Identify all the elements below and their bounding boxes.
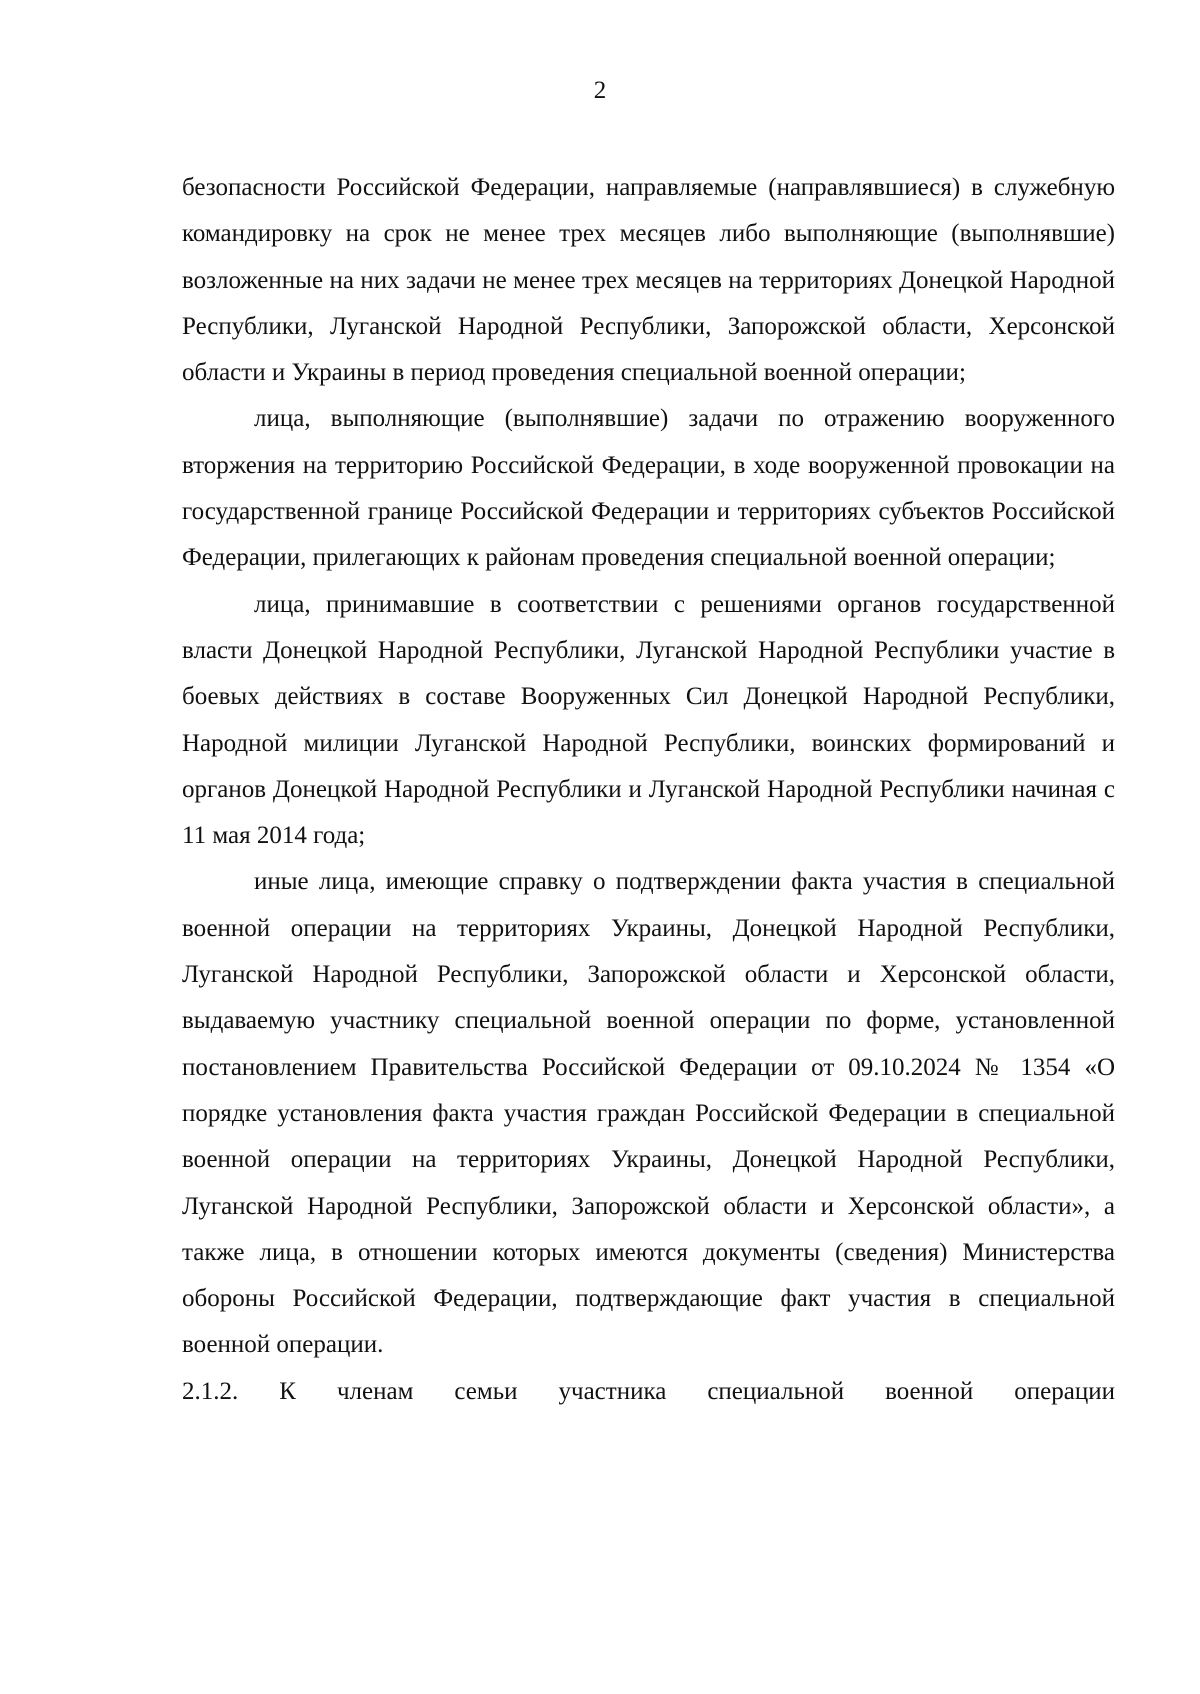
paragraph-continuation: безопасности Российской Федерации, направляемые (направлявшиеся) в служебную командировку на срок не менее трех месяцев либо выполняющие (выполнявшие) возложенные на них задачи не менее трех месяцев на территориях Донецкой Народной Республики, Луганской Народной Республики, Запорожской области, Херсонской области и Украины в период проведения специальной военной операции; [182,174,1115,387]
paragraph-section-2-1-2: 2.1.2. К членам семьи участника специальной военной операции [182,1377,1115,1405]
paragraph-other-persons-certificate: иные лица, имеющие справку о подтверждении факта участия в специальной военной операции на территориях Украины, Донецкой Народной Республики, Луганской Народной Республики, Запорожской области и Херсонской области, выдаваемую участнику специальной военной операции по форме, установленной постановлением Правительства Российской Федерации от 09.10.2024 № 1354 «О порядке установления факта участия граждан Российской Федерации в специальной военной операции на территориях Украины, Донецкой Народной Республики, Луганской Народной Республики, Запорожской области и Херсонской области», а также лица, в отношении которых имеются документы (сведения) Министерства обороны Российской Федерации, подтверждающие факт участия в специальной военной операции. [182,868,1115,1359]
page-number: 2 [593,77,607,104]
document-body [182,165,1115,1415]
paragraph-persons-dpr-lpr-combat: лица, принимавшие в соответствии с решениями органов государственной власти Донецкой Народной Республики, Луганской Народной Республики участие в боевых действиях в составе Вооруженных Сил Донецкой Народной Республики, Народной милиции Луганской Народной Республики, воинских формирований и органов Донецкой Народной Республики и Луганской Народной Республики начиная с 11 мая 2014 года; [182,590,1115,850]
paragraph-persons-repelling-invasion: лица, выполняющие (выполнявшие) задачи по отражению вооруженного вторжения на территорию Российской Федерации, в ходе вооруженной провокации на государственной границе Российской Федерации и территориях субъектов Российской Федерации, прилегающих к районам проведения специальной военной операции; [182,405,1115,572]
